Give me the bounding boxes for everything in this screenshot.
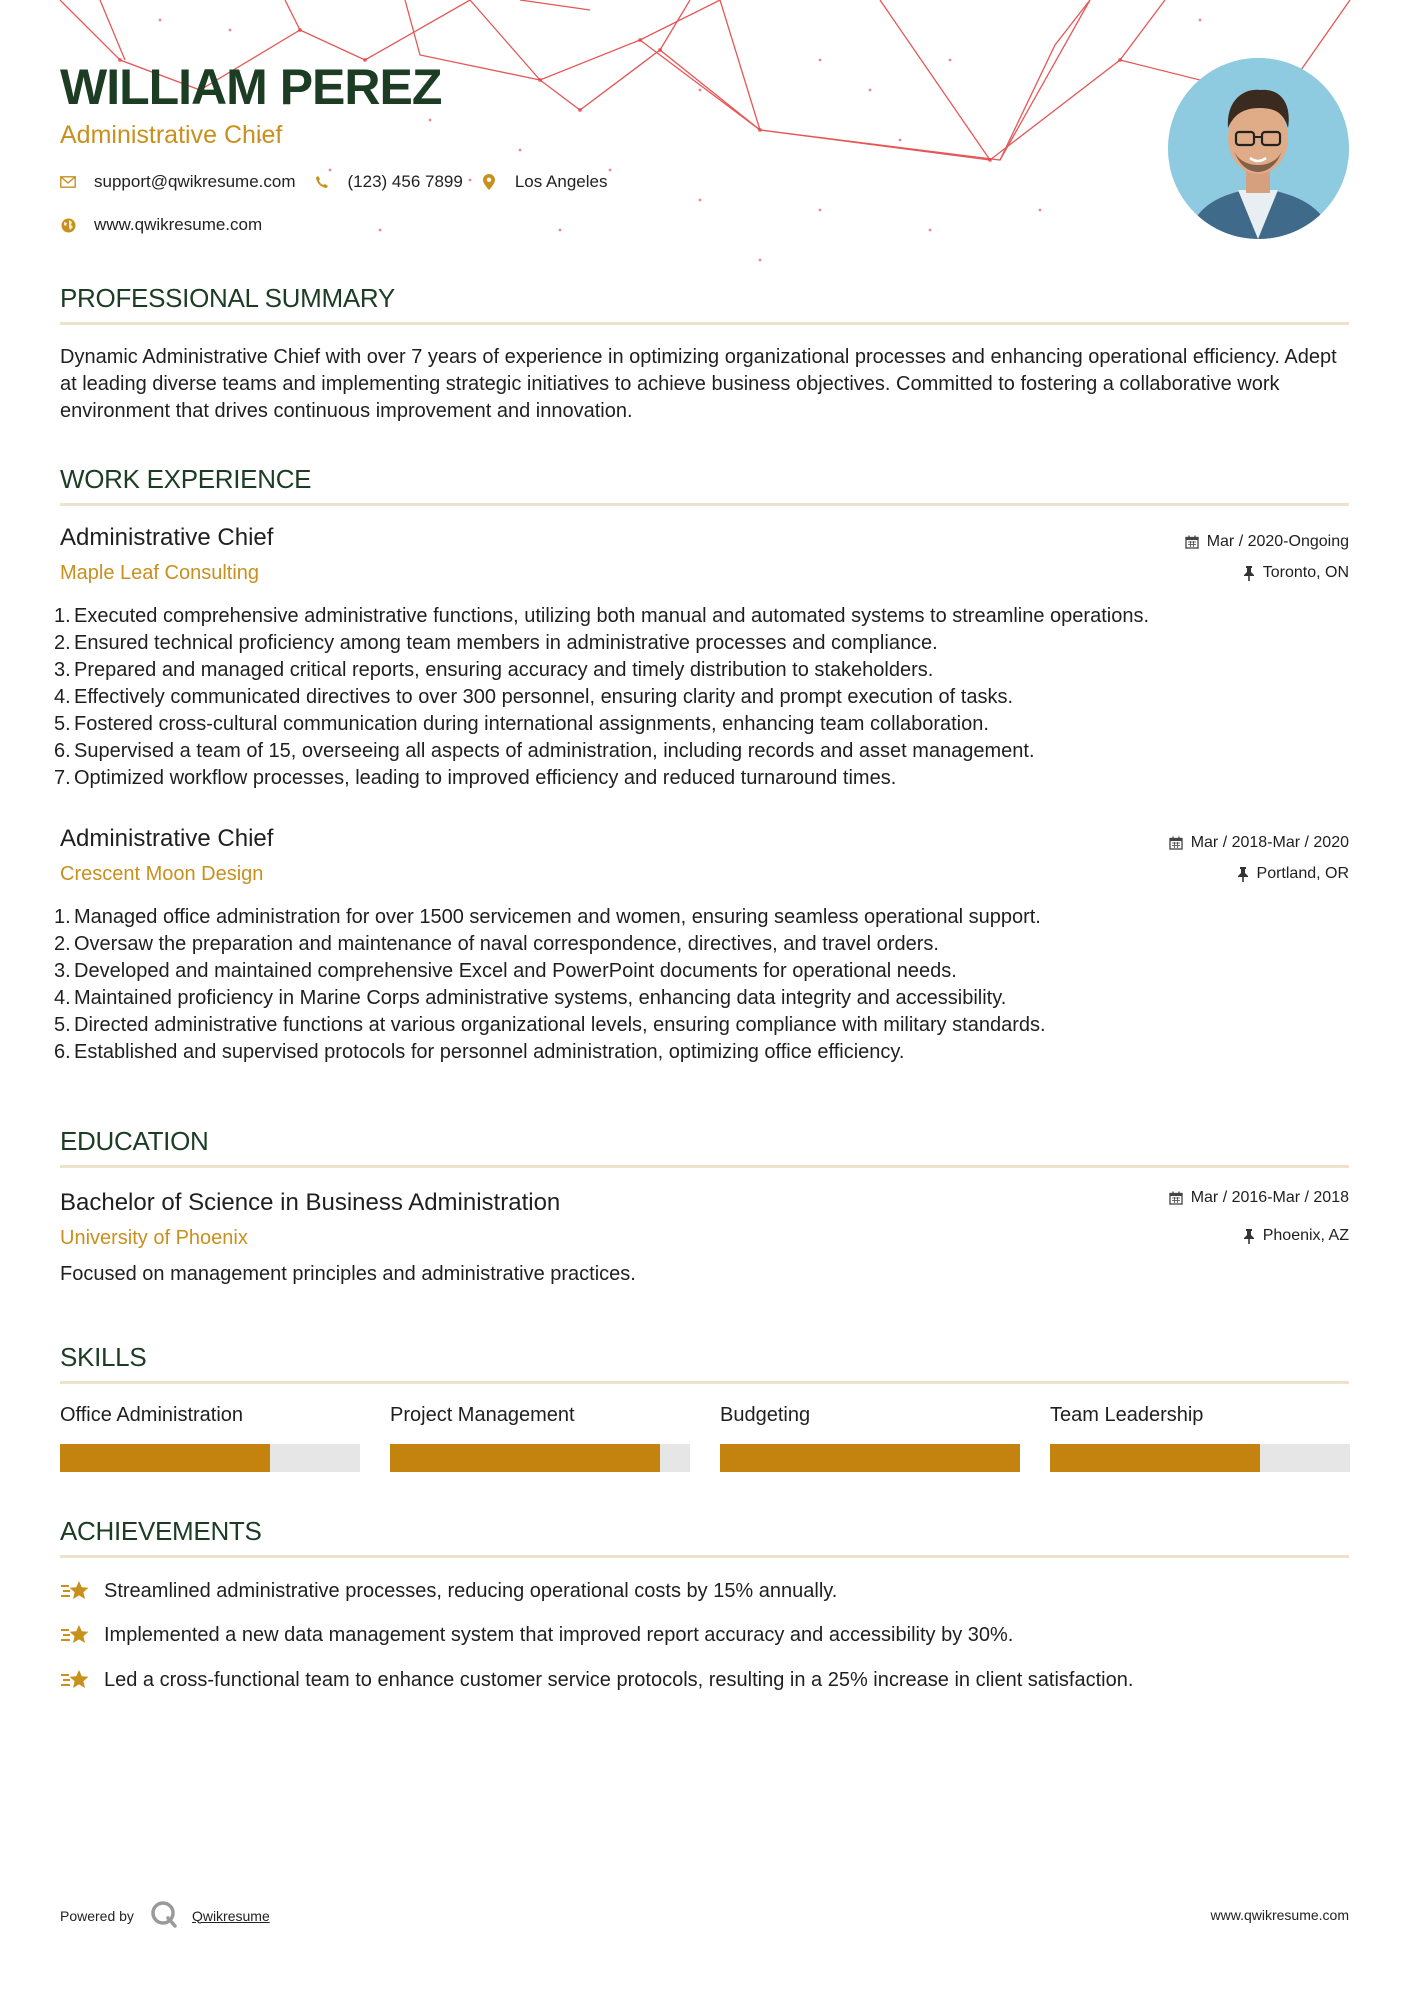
bullet-number: 2. <box>54 933 71 955</box>
powered-by-label: Powered by <box>60 1907 134 1924</box>
skill-level-track <box>60 1444 360 1472</box>
job-bullet-list <box>54 904 1354 1066</box>
job-location <box>1237 865 1349 883</box>
bullet-number: 4. <box>54 686 71 708</box>
section-title-experience: WORK EXPERIENCE <box>60 464 312 494</box>
section-divider <box>60 1381 1349 1384</box>
skill-name: Budgeting <box>720 1404 811 1426</box>
job-bullet <box>54 931 1354 958</box>
bullet-number: 4. <box>54 987 71 1009</box>
contact-website[interactable] <box>60 215 262 235</box>
bullet-number: 1. <box>54 906 71 928</box>
bullet-number: 3. <box>54 659 71 681</box>
contact-row-primary <box>60 172 625 192</box>
section-title-education: EDUCATION <box>60 1126 209 1156</box>
bullet-text: Established and supervised protocols for personnel administration, optimizing office efficiency. <box>74 1041 905 1063</box>
bullet-text: Executed comprehensive administrative functions, utilizing both manual and automated systems to streamline operations. <box>74 605 1150 627</box>
calendar-icon <box>1169 836 1183 850</box>
job-bullet <box>54 904 1354 931</box>
job-location-text: Toronto, ON <box>1262 564 1349 581</box>
job-bullet <box>54 711 1354 738</box>
bullet-number: 6. <box>54 740 71 762</box>
achievement-item <box>60 1622 1013 1648</box>
bullet-text: Developed and maintained comprehensive Excel and PowerPoint documents for operational needs. <box>74 960 957 982</box>
achievement-item <box>60 1578 837 1604</box>
job-dates <box>1169 834 1349 852</box>
bullet-text: Effectively communicated directives to over 300 personnel, ensuring clarity and prompt execution of tasks. <box>74 686 1013 708</box>
skill-level-track <box>390 1444 690 1472</box>
contact-row-secondary <box>60 215 280 235</box>
skill-level-track <box>1050 1444 1350 1472</box>
skill-level-fill <box>60 1444 270 1472</box>
education-dates <box>1169 1189 1349 1207</box>
job-company: Maple Leaf Consulting <box>60 562 260 584</box>
job-bullet <box>54 985 1354 1012</box>
award-star-icon <box>60 1578 92 1604</box>
section-title-skills: SKILLS <box>60 1342 147 1372</box>
achievement-item <box>60 1667 1133 1693</box>
candidate-role: Administrative Chief <box>60 121 283 149</box>
job-company: Crescent Moon Design <box>60 863 264 885</box>
skill-level-fill <box>720 1444 1020 1472</box>
bullet-number: 3. <box>54 960 71 982</box>
summary-text: Dynamic Administrative Chief with over 7 years of experience in optimizing organizational processes and enhancing operational efficiency. Adept at leading diverse teams and implementing strategic initiatives to achieve business objectives. Committed to fostering a collaborative work environment that drives continuous improvement and innovation. <box>60 346 1337 422</box>
calendar-icon <box>1169 1191 1183 1205</box>
section-divider <box>60 322 1349 325</box>
education-dates-text: Mar / 2016-Mar / 2018 <box>1190 1189 1349 1206</box>
job-bullet <box>54 603 1354 630</box>
bullet-number: 5. <box>54 713 71 735</box>
job-bullet <box>54 657 1354 684</box>
contact-email[interactable] <box>60 172 296 192</box>
education-location-text: Phoenix, AZ <box>1262 1227 1349 1244</box>
award-star-icon <box>60 1667 92 1693</box>
bullet-text: Ensured technical proficiency among team members in administrative processes and compliance. <box>74 632 938 654</box>
section-divider <box>60 1165 1349 1168</box>
skill-item <box>390 1404 690 1472</box>
achievement-text: Led a cross-functional team to enhance customer service protocols, resulting in a 25% increase in client satisfaction. <box>104 1668 1134 1691</box>
profile-photo <box>1168 58 1349 239</box>
skill-name: Team Leadership <box>1050 1404 1204 1426</box>
footer-powered-by <box>60 1900 270 1931</box>
job-bullet <box>54 958 1354 985</box>
skill-name: Project Management <box>390 1404 575 1426</box>
bullet-text: Prepared and managed critical reports, ensuring accuracy and timely distribution to stakeholders. <box>74 659 934 681</box>
job-bullet <box>54 1012 1354 1039</box>
education-description: Focused on management principles and administrative practices. <box>60 1263 636 1285</box>
qwikresume-logo-icon <box>150 1900 178 1931</box>
pushpin-icon <box>1243 566 1255 581</box>
skill-item <box>720 1404 1020 1472</box>
job-location-text: Portland, OR <box>1256 865 1349 882</box>
map-pin-icon <box>481 174 497 190</box>
job-bullet <box>54 630 1354 657</box>
bullet-text: Supervised a team of 15, overseeing all aspects of administration, including records and asset management. <box>74 740 1035 762</box>
bullet-text: Maintained proficiency in Marine Corps administrative systems, enhancing data integrity and accessibility. <box>74 987 1007 1009</box>
education-degree: Bachelor of Science in Business Administration <box>60 1189 561 1216</box>
section-title-achievements: ACHIEVEMENTS <box>60 1516 262 1546</box>
bullet-number: 5. <box>54 1014 71 1036</box>
contact-phone[interactable] <box>314 172 463 192</box>
job-bullet <box>54 765 1354 792</box>
section-divider <box>60 1555 1349 1558</box>
job-bullet <box>54 684 1354 711</box>
bullet-text: Fostered cross-cultural communication during international assignments, enhancing team collaboration. <box>74 713 989 735</box>
job-dates <box>1185 533 1349 551</box>
education-school: University of Phoenix <box>60 1227 248 1249</box>
achievement-text: Implemented a new data management system that improved report accuracy and accessibility by 30%. <box>104 1623 1014 1646</box>
email-text: support@qwikresume.com <box>94 172 296 191</box>
phone-text: (123) 456 7899 <box>347 172 463 191</box>
bullet-text: Optimized workflow processes, leading to improved efficiency and reduced turnaround times. <box>74 767 897 789</box>
section-title-summary: PROFESSIONAL SUMMARY <box>60 283 395 313</box>
job-bullet <box>54 1039 1354 1066</box>
job-location <box>1243 564 1349 582</box>
job-bullet-list <box>54 603 1354 792</box>
award-star-icon <box>60 1622 92 1648</box>
skill-level-fill <box>1050 1444 1260 1472</box>
contact-location <box>481 172 608 192</box>
bullet-number: 7. <box>54 767 71 789</box>
footer-site[interactable]: www.qwikresume.com <box>1210 1907 1349 1923</box>
skill-level-track <box>720 1444 1020 1472</box>
calendar-icon <box>1185 535 1199 549</box>
skill-level-fill <box>390 1444 660 1472</box>
job-dates-text: Mar / 2020-Ongoing <box>1206 533 1349 550</box>
achievement-text: Streamlined administrative processes, reducing operational costs by 15% annually. <box>104 1579 838 1602</box>
pushpin-icon <box>1237 867 1249 882</box>
phone-icon <box>314 174 330 190</box>
envelope-icon <box>60 174 76 190</box>
skill-name: Office Administration <box>60 1404 244 1426</box>
pushpin-icon <box>1243 1229 1255 1244</box>
bullet-text: Oversaw the preparation and maintenance of naval correspondence, directives, and travel orders. <box>74 933 939 955</box>
job-title: Administrative Chief <box>60 524 274 551</box>
website-text: www.qwikresume.com <box>94 215 263 234</box>
candidate-name: WILLIAM PEREZ <box>60 59 442 115</box>
job-dates-text: Mar / 2018-Mar / 2020 <box>1190 834 1349 851</box>
job-title: Administrative Chief <box>60 825 274 852</box>
bullet-text: Directed administrative functions at various organizational levels, ensuring compliance with military standards. <box>74 1014 1046 1036</box>
section-divider <box>60 503 1349 506</box>
location-text: Los Angeles <box>514 172 608 191</box>
globe-icon <box>60 217 76 233</box>
skill-item <box>1050 1404 1350 1472</box>
qwikresume-link[interactable]: Qwikresume <box>191 1907 270 1924</box>
bullet-number: 2. <box>54 632 71 654</box>
job-bullet <box>54 738 1354 765</box>
skill-item <box>60 1404 360 1472</box>
education-location <box>1243 1227 1349 1245</box>
bullet-number: 1. <box>54 605 71 627</box>
bullet-text: Managed office administration for over 1500 servicemen and women, ensuring seamless operational support. <box>74 906 1041 928</box>
bullet-number: 6. <box>54 1041 71 1063</box>
